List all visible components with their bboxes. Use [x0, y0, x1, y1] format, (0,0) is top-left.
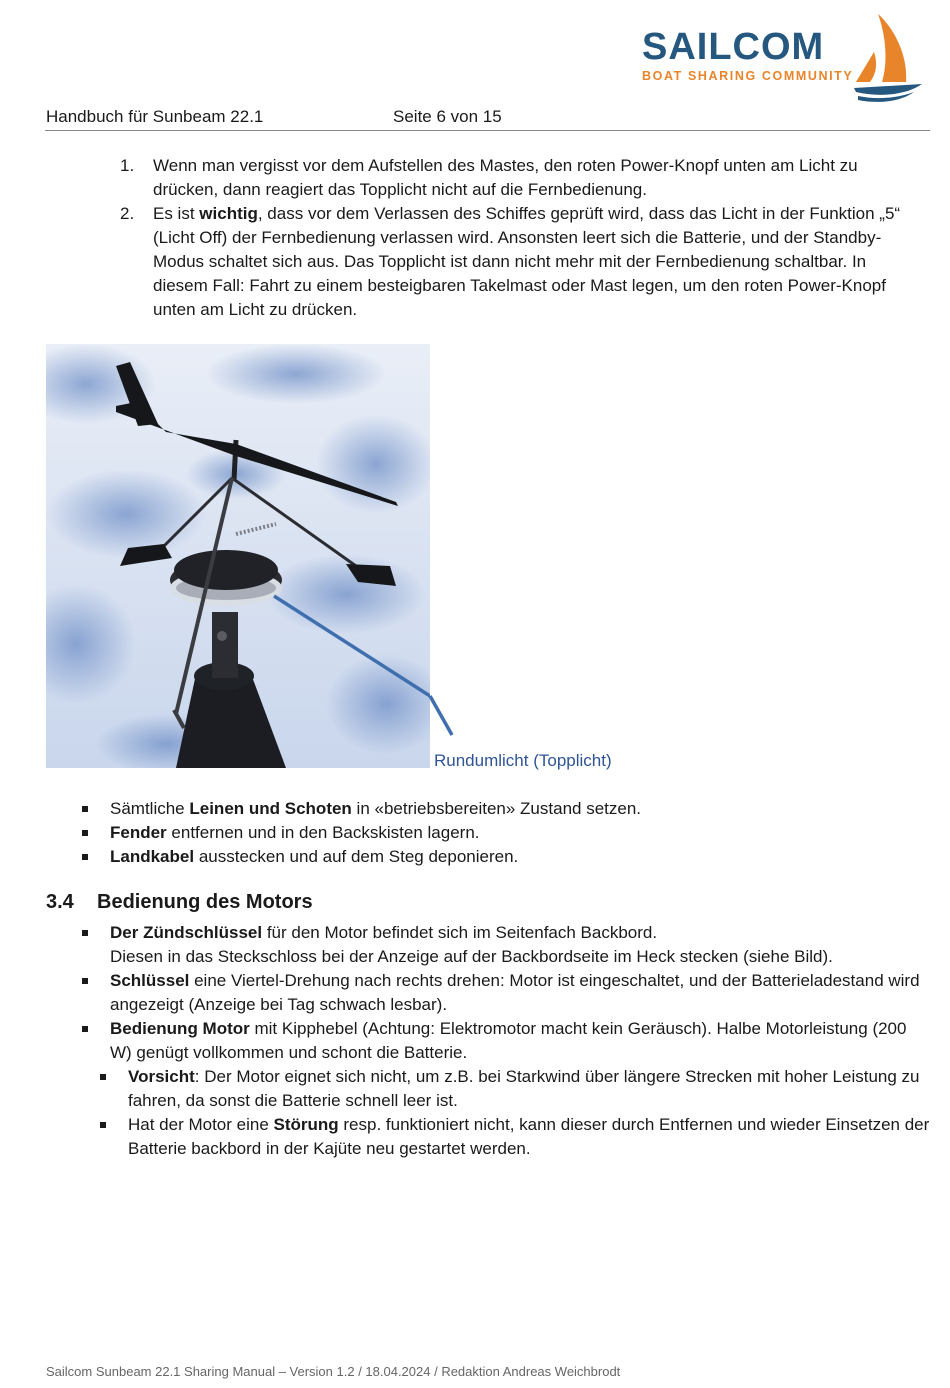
- header-document-title: Handbuch für Sunbeam 22.1: [46, 107, 264, 126]
- list-item: [80, 845, 920, 869]
- page-footer: Sailcom Sunbeam 22.1 Sharing Manual – Version 1.2 / 18.04.2024 / Redaktion Andreas Weichbrodt: [46, 1364, 621, 1379]
- list-item-text: Sämtliche: [110, 799, 190, 818]
- list-item-emphasis: Der Zündschlüssel: [110, 923, 263, 942]
- section-title: Bedienung des Motors: [97, 891, 313, 913]
- list-item: [120, 154, 920, 202]
- list-item: [80, 969, 930, 1017]
- square-bullet-icon: [82, 978, 88, 984]
- list-item-text: : Der Motor eignet sich nicht, um z.B. bei Starkwind über längere Strecken mit hoher Leistung zu fahren, da sonst die Batterie schnell leer ist.: [128, 1067, 920, 1110]
- list-item-emphasis: Leinen und Schoten: [189, 799, 352, 818]
- list-item-text: ausstecken und auf dem Steg deponieren.: [194, 847, 519, 866]
- header-page-number: Seite 6 von 15: [393, 107, 502, 126]
- square-bullet-icon: [82, 930, 88, 936]
- list-item-text: , dass vor dem Verlassen des Schiffes geprüft wird, dass das Licht in der Funktion „5“ (Licht Off) der Fernbedienung verlassen wird. Ansonsten leert sich die Batterie, und der Standby-Modus schaltet sich aus. Das Topplicht ist dann nicht mehr mit der Fernbedienung schaltbar. In diesem Fall: Fahrt zu einem besteigbaren Takelmast oder Mast legen, um den roten Power-Knopf unten am Licht zu drücken.: [153, 204, 901, 319]
- square-bullet-icon: [82, 854, 88, 860]
- list-item: [120, 202, 920, 322]
- square-bullet-icon: [82, 830, 88, 836]
- list-item-emphasis: Schlüssel: [110, 971, 190, 990]
- list-item-emphasis: Bedienung Motor: [110, 1019, 250, 1038]
- list-item-text: Wenn man vergisst vor dem Aufstellen des Mastes, den roten Power-Knopf unten am Licht zu drücken, dann reagiert das Topplicht nicht auf die Fernbedienung.: [153, 156, 858, 199]
- list-item-emphasis: Störung: [273, 1115, 339, 1134]
- list-item: [98, 1065, 930, 1113]
- list-item-text: mit Kipphebel (Achtung: Elektromotor macht kein Geräusch). Halbe Motorleistung (200 W) genügt vollkommen und schont die Batterie.: [110, 1019, 907, 1062]
- sailboat-logo-icon: [852, 12, 924, 104]
- section-number: 3.4: [46, 891, 74, 913]
- brand-logo-tagline: BOAT SHARING COMMUNITY: [642, 69, 854, 83]
- square-bullet-icon: [82, 1026, 88, 1032]
- square-bullet-icon: [82, 806, 88, 812]
- list-item-emphasis: Vorsicht: [128, 1067, 195, 1086]
- list-item-emphasis: Landkabel: [110, 847, 195, 866]
- section-heading: [46, 891, 313, 914]
- list-item: [98, 1113, 930, 1161]
- list-item: [80, 1017, 930, 1065]
- list-item-text: Es ist: [153, 204, 200, 223]
- list-number: 1.: [120, 156, 135, 175]
- brand-logo-wordmark: SAILCOM: [642, 26, 825, 68]
- numbered-list: [120, 154, 920, 322]
- figure-caption: Rundumlicht (Topplicht): [434, 751, 612, 770]
- list-item-text: in «betriebsbereiten» Zustand setzen.: [351, 799, 642, 818]
- header-divider: [45, 130, 930, 131]
- list-item-text: Diesen in das Steckschloss bei der Anzeige auf der Backbordseite im Heck stecken (siehe Bild).: [110, 947, 833, 966]
- list-item: [80, 921, 930, 969]
- list-item-emphasis: Fender: [110, 823, 167, 842]
- list-item: [80, 797, 920, 821]
- masthead-light-photo: [46, 344, 430, 768]
- list-item: [80, 821, 920, 845]
- list-number: 2.: [120, 204, 135, 223]
- list-item-text: entfernen und in den Backskisten lagern.: [166, 823, 480, 842]
- list-item-text: resp. funktioniert nicht, kann dieser durch Entfernen und wieder Einsetzen der Batterie backbord in der Kajüte neu gestartet werden.: [128, 1115, 930, 1158]
- motor-sublist: [98, 1065, 930, 1161]
- list-item-text: für den Motor befindet sich im Seitenfach Backbord.: [262, 923, 658, 942]
- square-bullet-icon: [100, 1074, 106, 1080]
- list-item-emphasis: wichtig: [199, 204, 258, 223]
- list-item-text: Hat der Motor eine: [128, 1115, 274, 1134]
- checklist: [80, 797, 920, 869]
- list-item-text: eine Viertel-Drehung nach rechts drehen: Motor ist eingeschaltet, und der Batterieladestand wird angezeigt (Anzeige bei Tag schwach lesbar).: [110, 971, 920, 1014]
- motor-list: [80, 921, 930, 1065]
- square-bullet-icon: [100, 1122, 106, 1128]
